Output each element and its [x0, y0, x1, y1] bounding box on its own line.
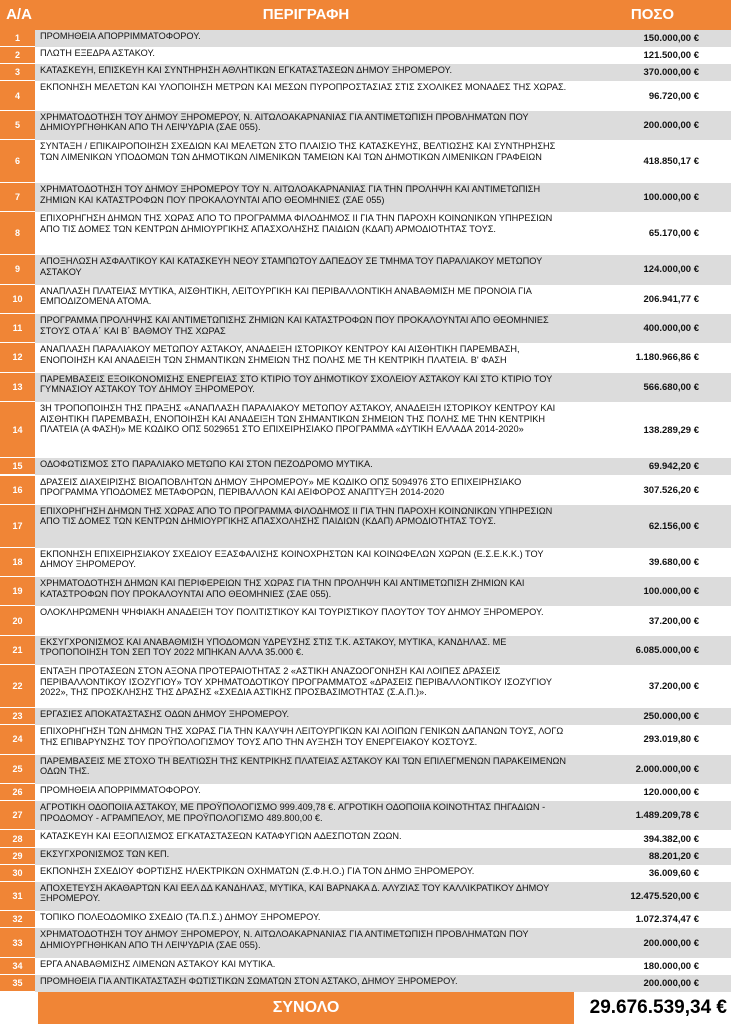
row-amount: 566.680,00 €	[643, 381, 699, 393]
table-row	[0, 882, 731, 911]
row-amount: 400.000,00 €	[643, 323, 699, 335]
row-number: 9	[0, 255, 35, 284]
row-number: 8	[0, 212, 35, 255]
row-description: ΧΡΗΜΑΤΟΔΟΤΗΣΗ ΤΟΥ ΔΗΜΟΥ ΞΗΡΟΜΕΡΟΥ, Ν. ΑΙΤΩΛΟΑΚΑΡΝΑΝΙΑΣ ΓΙΑ ΑΝΤΙΜΕΤΩΠΙΣΗ ΠΡΟΒΛΗΜΑΤΩΝ ΠΟΥ ΔΗΜΙΟΥΡΓΗΘΗΚΑΝ ΑΠΟ ΤΗ ΛΕΙΨΥΔΡΙΑ (ΣΑΕ 055).	[40, 111, 529, 133]
table-row	[0, 848, 731, 865]
row-amount: 88.201,20 €	[648, 850, 699, 862]
row-amount: 1.489.209,78 €	[635, 810, 699, 822]
row-amount: 370.000,00 €	[643, 67, 699, 79]
row-description: ΧΡΗΜΑΤΟΔΟΤΗΣΗ ΤΟΥ ΔΗΜΟΥ ΞΗΡΟΜΕΡΟΥ ΤΟΥ Ν. ΑΙΤΩΛΟΑΚΑΡΝΑΝΙΑΣ ΓΙΑ ΤΗΝ ΠΡΟΛΗΨΗ ΚΑΙ ΑΝΤΙΜΕΤΩΠΙΣΗ ΖΗΜΙΩΝ ΚΑΙ ΚΑΤΑΣΤΡΟΦΩΝ ΠΟΥ ΠΡΟΚΑΛΟΥΝΤΑΙ ΑΠΟ ΘΕΟΜΗΝΙΕΣ (ΣΑΕ 055)	[40, 183, 541, 205]
row-description: ΠΡΟΓΡΑΜΜΑ ΠΡΟΛΗΨΗΣ ΚΑΙ ΑΝΤΙΜΕΤΩΠΙΣΗΣ ΖΗΜΙΩΝ ΚΑΙ ΚΑΤΑΣΤΡΟΦΩΝ ΠΟΥ ΠΡΟΚΑΛΟΥΝΤΑΙ ΑΠΟ ΘΕΟΜΗΝΙΕΣ ΣΤΟΥΣ ΟΤΑ Α΄ ΚΑΙ Β΄ ΒΑΘΜΟΥ ΤΗΣ ΧΩΡΑΣ	[40, 314, 549, 336]
row-amount: 120.000,00 €	[643, 786, 699, 798]
row-number: 34	[0, 958, 35, 975]
row-amount: 12.475.520,00 €	[630, 891, 699, 903]
row-description: ΕΠΙΧΟΡΗΓΗΣΗ ΤΩΝ ΔΗΜΩΝ ΤΗΣ ΧΩΡΑΣ ΓΙΑ ΤΗΝ ΚΑΛΥΨΗ ΛΕΙΤΟΥΡΓΙΚΩΝ ΚΑΙ ΛΟΙΠΩΝ ΓΕΝΙΚΩΝ ΔΑΠΑΝΩΝ ΤΟΥΣ, ΛΟΓΩ ΤΗΣ ΕΠΙΒΑΡΥΝΣΗΣ ΤΟΥ ΠΡΟΫΠΟΛΟΓΙΣΜΟΥ ΤΟΥΣ ΑΠΟ ΤΗΝ ΑΥΞΗΣΗ ΤΟΥ ΕΝΕΡΓΕΙΑΚΟΥ ΚΟΣΤΟΥΣ.	[40, 726, 564, 747]
row-description: ΔΡΑΣΕΙΣ ΔΙΑΧΕΙΡΙΣΗΣ ΒΙΟΑΠΟΒΛΗΤΩΝ ΔΗΜΟΥ ΞΗΡΟΜΕΡΟΥ» ΜΕ ΚΩΔΙΚΟ ΟΠΣ 5094976 ΣΤΟ ΕΠΙΧΕΙΡΗΣΙΑΚΟ ΠΡΟΓΡΑΜΜΑ ΥΠΟΔΟΜΕΣ ΜΕΤΑΦΟΡΩΝ, ΠΕΡΙΒΑΛΛΟΝ ΚΑΙ ΑΕΙΦΟΡΟΣ ΑΝΑΠΤΥΞΗ 2014-2020	[40, 476, 522, 498]
row-number: 16	[0, 476, 35, 505]
row-amount: 307.526,20 €	[643, 484, 699, 496]
row-number: 30	[0, 865, 35, 882]
row-description: ΠΑΡΕΜΒΑΣΕΙΣ ΕΞΟΙΚΟΝΟΜΙΣΗΣ ΕΝΕΡΓΕΙΑΣ ΣΤΟ ΚΤΙΡΙΟ ΤΟΥ ΔΗΜΟΤΙΚΟΥ ΣΧΟΛΕΙΟΥ ΑΣΤΑΚΟΥ ΚΑΙ ΣΤΟ ΚΤΙΡΙΟ ΤΟΥ ΓΥΜΝΑΣΙΟΥ ΑΣΤΑΚΟΥ ΤΟΥ ΔΗΜΟΥ ΞΗΡΟΜΕΡΟΥ.	[40, 373, 553, 395]
table-row	[0, 801, 731, 830]
row-description: ΠΡΟΜΗΘΕΙΑ ΑΠΟΡΡΙΜΜΑΤΟΦΟΡΟΥ.	[40, 784, 201, 795]
row-number: 2	[0, 47, 35, 64]
row-description: ΕΚΣΥΓΧΡΟΝΙΣΜΟΣ ΤΩΝ ΚΕΠ.	[40, 848, 170, 859]
row-amount: 418.850,17 €	[643, 156, 699, 168]
row-amount: 121.500,00 €	[643, 50, 699, 62]
row-description: ΠΡΟΜΗΘΕΙΑ ΓΙΑ ΑΝΤΙΚΑΤΑΣΤΑΣΗ ΦΩΤΙΣΤΙΚΩΝ ΣΩΜΑΤΩΝ ΣΤΟΝ ΑΣΤΑΚΟ, ΔΗΜΟΥ ΞΗΡΟΜΕΡΟΥ.	[40, 975, 458, 986]
row-description: ΤΟΠΙΚΟ ΠΟΛΕΟΔΟΜΙΚΟ ΣΧΕΔΙΟ (ΤΑ.Π.Σ.) ΔΗΜΟΥ ΞΗΡΟΜΕΡΟΥ.	[40, 912, 321, 923]
row-number: 23	[0, 708, 35, 725]
row-number: 33	[0, 928, 35, 957]
row-number: 3	[0, 64, 35, 81]
row-amount: 124.000,00 €	[643, 264, 699, 276]
row-description: ΑΠΟΞΗΛΩΣΗ ΑΣΦΑΛΤΙΚΟΥ ΚΑΙ ΚΑΤΑΣΚΕΥΗ ΝΕΟΥ ΣΤΑΜΠΩΤΟΥ ΔΑΠΕΔΟΥ ΣΕ ΤΜΗΜΑ ΤΟΥ ΠΑΡΑΛΙΑΚΟΥ ΜΕΤΩΠΟΥ ΑΣΤΑΚΟΥ	[40, 256, 543, 277]
row-description: ΕΚΠΟΝΗΣΗ ΣΧΕΔΙΟΥ ΦΟΡΤΙΣΗΣ ΗΛΕΚΤΡΙΚΩΝ ΟΧΗΜΑΤΩΝ (Σ.Φ.Η.Ο.) ΓΙΑ ΤΟΝ ΔΗΜΟ ΞΗΡΟΜΕΡΟΥ.	[40, 865, 475, 876]
table-row	[0, 636, 731, 665]
row-description: ΕΡΓΑ ΑΝΑΒΑΘΜΙΣΗΣ ΛΙΜΕΝΩΝ ΑΣΤΑΚΟΥ ΚΑΙ ΜΥΤΙΚΑ.	[40, 958, 276, 969]
row-description: ΟΛΟΚΛΗΡΩΜΕΝΗ ΨΗΦΙΑΚΗ ΑΝΑΔΕΙΞΗ ΤΟΥ ΠΟΛΙΤΙΣΤΙΚΟΥ ΚΑΙ ΤΟΥΡΙΣΤΙΚΟΥ ΠΛΟΥΤΟΥ ΤΟΥ ΔΗΜΟΥ ΞΗΡΟΜΕΡΟΥ.	[40, 607, 544, 618]
row-number: 29	[0, 848, 35, 865]
table-row	[0, 708, 731, 725]
row-description: ΣΥΝΤΑΞΗ / ΕΠΙΚΑΙΡΟΠΟΙΗΣΗ ΣΧΕΔΙΩΝ ΚΑΙ ΜΕΛΕΤΩΝ ΣΤΟ ΠΛΑΙΣΙΟ ΤΗΣ ΚΑΤΑΣΚΕΥΗΣ, ΒΕΛΤΙΩΣΗΣ ΚΑΙ ΣΥΝΤΗΡΗΣΗΣ ΤΩΝ ΛΙΜΕΝΙΚΩΝ ΥΠΟΔΟΜΩΝ ΤΩΝ ΔΗΜΟΤΙΚΩΝ ΛΙΜΕΝΙΚΩΝ ΤΑΜΕΙΩΝ ΚΑΙ ΤΩΝ ΔΗΜΟΤΙΚΩΝ ΛΙΜΕΝΙΚΩΝ ΓΡΑΦΕΙΩΝ	[40, 141, 556, 162]
table-row	[0, 784, 731, 801]
table-row	[0, 285, 731, 314]
table-row	[0, 958, 731, 975]
table-row	[0, 458, 731, 475]
row-number: 20	[0, 606, 35, 635]
row-description: ΕΝΤΑΞΗ ΠΡΟΤΑΣΕΩΝ ΣΤΟΝ ΑΞΟΝΑ ΠΡΟΤΕΡΑΙΟΤΗΤΑΣ 2 «ΑΣΤΙΚΗ ΑΝΑΖΩΟΓΟΝΗΣΗ ΚΑΙ ΛΟΙΠΕΣ ΔΡΑΣΕΙΣ ΠΕΡΙΒΑΛΛΟΝΤΙΚΟΥ ΙΣΟΖΥΓΙΟΥ» ΤΟΥ ΧΡΗΜΑΤΟΔΟΤΙΚΟΥ ΠΡΟΓΡΑΜΜΑΤΟΣ «ΔΡΑΣΕΙΣ ΠΕΡΙΒΑΛΛΟΝΤΙΚΟΥ ΙΣΟΖΥΓΙΟΥ 2022», ΤΗΣ ΠΡΟΣΚΛΗΣΗΣ ΤΗΣ ΔΡΑΣΗΣ «ΣΧΕΔΙΑ ΑΣΤΙΚΗΣ ΠΡΟΣΒΑΣΙΜΟΤΗΤΑΣ (Σ.Α.Π.)».	[40, 666, 552, 698]
row-description: ΕΚΠΟΝΗΣΗ ΜΕΛΕΤΩΝ ΚΑΙ ΥΛΟΠΟΙΗΣΗ ΜΕΤΡΩΝ ΚΑΙ ΜΕΣΩΝ ΠΥΡΟΠΡΟΣΤΑΣΙΑΣ ΣΤΙΣ ΣΧΟΛΙΚΕΣ ΜΟΝΑΔΕΣ ΤΗΣ ΧΩΡΑΣ.	[40, 82, 567, 93]
row-amount: 39.680,00 €	[648, 556, 699, 568]
row-description: ΕΚΠΟΝΗΣΗ ΕΠΙΧΕΙΡΗΣΙΑΚΟΥ ΣΧΕΔΙΟΥ ΕΞΑΣΦΑΛΙΣΗΣ ΚΟΙΝΟΧΡΗΣΤΩΝ ΚΑΙ ΚΟΙΝΩΦΕΛΩΝ ΧΩΡΩΝ (Ε.Σ.Ε.Κ.Κ.) ΤΟΥ ΔΗΜΟΥ ΞΗΡΟΜΕΡΟΥ.	[40, 548, 544, 570]
footer-spacer	[0, 992, 38, 1024]
row-amount: 138.289,29 €	[643, 424, 699, 436]
table-row	[0, 548, 731, 577]
total-amount: 29.676.539,34 €	[574, 992, 731, 1024]
row-amount: 65.170,00 €	[648, 228, 699, 240]
row-number: 5	[0, 111, 35, 140]
row-description: ΕΚΣΥΓΧΡΟΝΙΣΜΟΣ ΚΑΙ ΑΝΑΒΑΘΜΙΣΗ ΥΠΟΔΟΜΩΝ ΥΔΡΕΥΣΗΣ ΣΤΙΣ Τ.Κ. ΑΣΤΑΚΟΥ, ΜΥΤΙΚΑ, ΚΑΝΔΗΛΑΣ. ΜΕ ΤΡΟΠΟΠΟΙΗΣΗ ΤΟΝ ΣΕΠ ΤΟΥ 2022 ΜΠΗΚΑΝ ΑΛΛΑ 35.000 €.	[40, 636, 507, 658]
row-amount: 206.941,77 €	[643, 293, 699, 305]
row-number: 6	[0, 140, 35, 183]
row-description: ΟΔΟΦΩΤΙΣΜΟΣ ΣΤΟ ΠΑΡΑΛΙΑΚΟ ΜΕΤΩΠΟ ΚΑΙ ΣΤΟΝ ΠΕΖΟΔΡΟΜΟ ΜΥΤΙΚΑ.	[40, 459, 373, 470]
row-amount: 100.000,00 €	[643, 586, 699, 598]
row-description: ΑΝΑΠΛΑΣΗ ΠΑΡΑΛΙΑΚΟΥ ΜΕΤΩΠΟΥ ΑΣΤΑΚΟΥ, ΑΝΑΔΕΙΞΗ ΙΣΤΟΡΙΚΟΥ ΚΕΝΤΡΟΥ ΚΑΙ ΑΙΣΘΗΤΙΚΗ ΠΑΡΕΜΒΑΣΗ, ΕΝΟΠΟΙΗΣΗ ΚΑΙ ΑΝΑΔΕΙΞΗ ΤΩΝ ΣΗΜΑΝΤΙΚΩΝ ΣΗΜΕΙΩΝ ΤΗΣ ΠΟΛΗΣ ΜΕ ΤΗ ΚΕΝΤΡΙΚΗ ΠΛΑΤΕΙΑ. Β' ΦΑΣΗ	[40, 344, 520, 365]
row-amount: 394.382,00 €	[643, 833, 699, 845]
row-amount: 96.720,00 €	[648, 90, 699, 102]
row-amount: 6.085.000,00 €	[635, 645, 699, 656]
row-amount: 293.019,80 €	[643, 734, 699, 746]
row-number: 31	[0, 882, 35, 911]
row-amount: 200.000,00 €	[643, 119, 699, 131]
table-row	[0, 505, 731, 548]
table-row	[0, 577, 731, 606]
row-description: ΑΓΡΟΤΙΚΗ ΟΔΟΠΟΙΙΑ ΑΣΤΑΚΟΥ, ΜΕ ΠΡΟΫΠΟΛΟΓΙΣΜΟ 999.409,78 €. ΑΓΡΟΤΙΚΗ ΟΔΟΠΟΙΙΑ ΚΟΙΝΟΤΗΤΑΣ ΠΗΓΑΔΙΩΝ - ΠΡΟΔΟΜΟΥ - ΑΓΡΑΜΠΕΛΟΥ, ΜΕ ΠΡΟΫΠΟΛΟΓΙΣΜΟ 489.800,00 €.	[40, 802, 546, 823]
table-row	[0, 212, 731, 255]
table-row	[0, 865, 731, 882]
row-amount: 1.072.374,47 €	[635, 914, 699, 926]
total-label: ΣΥΝΟΛΟ	[38, 992, 574, 1024]
row-number: 25	[0, 755, 35, 784]
row-amount: 36.009,60 €	[648, 867, 699, 879]
table-footer	[0, 992, 731, 1024]
table-row	[0, 343, 731, 372]
row-number: 19	[0, 577, 35, 606]
row-number: 15	[0, 458, 35, 475]
row-number: 22	[0, 665, 35, 708]
row-number: 18	[0, 548, 35, 577]
row-description: ΧΡΗΜΑΤΟΔΟΤΗΣΗ ΤΟΥ ΔΗΜΟΥ ΞΗΡΟΜΕΡΟΥ, Ν. ΑΙΤΩΛΟΑΚΑΡΝΑΝΙΑΣ ΓΙΑ ΑΝΤΙΜΕΤΩΠΙΣΗ ΠΡΟΒΛΗΜΑΤΩΝ ΠΟΥ ΔΗΜΙΟΥΡΓΗΘΗΚΑΝ ΑΠΟ ΤΗ ΛΕΙΨΥΔΡΙΑ (ΣΑΕ 055).	[40, 929, 529, 950]
table-row	[0, 725, 731, 754]
row-amount: 2.000.000,00 €	[635, 763, 699, 775]
column-header-amount: ΠΟΣΟ	[630, 6, 675, 23]
row-number: 17	[0, 505, 35, 548]
table-row	[0, 373, 731, 402]
table-row	[0, 183, 731, 212]
row-number: 11	[0, 314, 35, 343]
table-row	[0, 64, 731, 81]
column-header-aa: Α/Α	[6, 6, 32, 23]
row-number: 12	[0, 343, 35, 372]
table-row	[0, 830, 731, 847]
row-description: ΚΑΤΑΣΚΕΥΗ, ΕΠΙΣΚΕΥΗ ΚΑΙ ΣΥΝΤΗΡΗΣΗ ΑΘΛΗΤΙΚΩΝ ΕΓΚΑΤΑΣΤΑΣΕΩΝ ΔΗΜΟΥ ΞΗΡΟΜΕΡΟΥ.	[40, 65, 453, 76]
table-row	[0, 665, 731, 708]
row-number: 24	[0, 725, 35, 754]
row-number: 28	[0, 830, 35, 847]
row-number: 21	[0, 636, 35, 665]
row-number: 26	[0, 784, 35, 801]
row-description: ΕΠΙΧΟΡΗΓΗΣΗ ΔΗΜΩΝ ΤΗΣ ΧΩΡΑΣ ΑΠΟ ΤΟ ΠΡΟΓΡΑΜΜΑ ΦΙΛΟΔΗΜΟΣ ΙΙ ΓΙΑ ΤΗΝ ΠΑΡΟΧΗ ΚΟΙΝΩΝΙΚΩΝ ΥΠΗΡΕΣΙΩΝ ΑΠΟ ΤΙΣ ΔΟΜΕΣ ΤΩΝ ΚΕΝΤΡΩΝ ΔΗΜΙΟΥΡΓΙΚΗΣ ΑΠΑΣΧΟΛΗΣΗΣ ΠΑΙΔΙΩΝ (ΚΔΑΠ) ΑΡΜΟΔΙΟΤΗΤΑΣ ΤΟΥΣ.	[40, 213, 553, 234]
table-row	[0, 140, 731, 183]
row-amount: 200.000,00 €	[643, 937, 699, 949]
row-amount: 180.000,00 €	[643, 960, 699, 972]
table-row	[0, 606, 731, 635]
row-amount: 62.156,00 €	[648, 520, 699, 532]
table-row	[0, 30, 731, 47]
row-amount: 150.000,00 €	[643, 33, 699, 45]
row-description: ΚΑΤΑΣΚΕΥΗ ΚΑΙ ΕΞΟΠΛΙΣΜΟΣ ΕΓΚΑΤΑΣΤΑΣΕΩΝ ΚΑΤΑΦΥΓΙΩΝ ΑΔΕΣΠΟΤΩΝ ΖΩΩΝ.	[40, 831, 402, 842]
row-number: 1	[0, 30, 35, 47]
row-amount: 200.000,00 €	[643, 977, 699, 989]
table-row	[0, 911, 731, 928]
row-amount: 37.200,00 €	[648, 615, 699, 627]
row-number: 10	[0, 285, 35, 314]
table-row	[0, 314, 731, 343]
table-row	[0, 476, 731, 505]
table-row	[0, 47, 731, 64]
row-description: ΠΡΟΜΗΘΕΙΑ ΑΠΟΡΡΙΜΜΑΤΟΦΟΡΟΥ.	[40, 31, 201, 41]
row-description: ΠΛΩΤΗ ΕΞΕΔΡΑ ΑΣΤΑΚΟΥ.	[40, 48, 155, 59]
table-row	[0, 255, 731, 284]
row-number: 14	[0, 402, 35, 458]
row-number: 32	[0, 911, 35, 928]
table-row	[0, 755, 731, 784]
row-number: 35	[0, 975, 35, 992]
row-description: ΧΡΗΜΑΤΟΔΟΤΗΣΗ ΔΗΜΩΝ ΚΑΙ ΠΕΡΙΦΕΡΕΙΩΝ ΤΗΣ ΧΩΡΑΣ ΓΙΑ ΤΗΝ ΠΡΟΛΗΨΗ ΚΑΙ ΑΝΤΙΜΕΤΩΠΙΣΗ ΖΗΜΙΩΝ ΚΑΙ ΚΑΤΑΣΤΡΟΦΩΝ ΠΟΥ ΠΡΟΚΑΛΟΥΝΤΑΙ ΑΠΟ ΘΕΟΜΗΝΙΕΣ (ΣΑΕ 055).	[40, 578, 525, 599]
row-description: ΑΝΑΠΛΑΣΗ ΠΛΑΤΕΙΑΣ ΜΥΤΙΚΑ, ΑΙΣΘΗΤΙΚΗ, ΛΕΙΤΟΥΡΓΙΚΗ ΚΑΙ ΠΕΡΙΒΑΛΛΟΝΤΙΚΗ ΑΝΑΒΑΘΜΙΣΗ ΜΕ ΠΡΟΝΟΙΑ ΓΙΑ ΕΜΠΟΔΙΖΟΜΕΝΑ ΑΤΟΜΑ.	[40, 285, 532, 307]
row-number: 27	[0, 801, 35, 830]
row-amount: 69.942,20 €	[648, 461, 699, 473]
row-number: 4	[0, 81, 35, 110]
row-description: ΕΠΙΧΟΡΗΓΗΣΗ ΔΗΜΩΝ ΤΗΣ ΧΩΡΑΣ ΑΠΟ ΤΟ ΠΡΟΓΡΑΜΜΑ ΦΙΛΟΔΗΜΟΣ ΙΙ ΓΙΑ ΤΗΝ ΠΑΡΟΧΗ ΚΟΙΝΩΝΙΚΩΝ ΥΠΗΡΕΣΙΩΝ ΑΠΟ ΤΙΣ ΔΟΜΕΣ ΤΩΝ ΚΕΝΤΡΩΝ ΔΗΜΙΟΥΡΓΙΚΗΣ ΑΠΑΣΧΟΛΗΣΗΣ ΠΑΙΔΙΩΝ (ΚΔΑΠ) ΑΡΜΟΔΙΟΤΗΤΑΣ ΤΟΥΣ.	[40, 505, 553, 527]
row-description: 3Η ΤΡΟΠΟΠΟΙΗΣΗ ΤΗΣ ΠΡΑΞΗΣ «ΑΝΑΠΛΑΣΗ ΠΑΡΑΛΙΑΚΟΥ ΜΕΤΩΠΟΥ ΑΣΤΑΚΟΥ, ΑΝΑΔΕΙΞΗ ΙΣΤΟΡΙΚΟΥ ΚΕΝΤΡΟΥ ΚΑΙ ΑΙΣΘΗΤΙΚΗ ΠΑΡΕΜΒΑΣΗ, ΕΝΟΠΟΙΗΣΗ ΚΑΙ ΑΝΑΔΕΙΞΗ ΤΩΝ ΣΗΜΑΝΤΙΚΩΝ ΣΗΜΕΙΩΝ ΤΗΣ ΠΟΛΗΣ ΜΕ ΤΗΝ ΚΕΝΤΡΙΚΗ ΠΛΑΤΕΙΑ (Α ΦΑΣΗ)» ΜΕ ΚΩΔΙΚΟ ΟΠΣ 5029651 ΣΤΟ ΕΠΙΧΕΙΡΗΣΙΑΚΟ ΠΡΟΓΡΑΜΜΑ «ΔΥΤΙΚΗ ΕΛΛΑΔΑ 2014-2020»	[40, 403, 556, 435]
table-header	[0, 0, 731, 30]
table-row	[0, 111, 731, 140]
row-amount: 37.200,00 €	[648, 681, 699, 693]
table-row	[0, 402, 731, 458]
row-description: ΕΡΓΑΣΙΕΣ ΑΠΟΚΑΤΑΣΤΑΣΗΣ ΟΔΩΝ ΔΗΜΟΥ ΞΗΡΟΜΕΡΟΥ.	[40, 709, 290, 720]
row-amount: 250.000,00 €	[643, 711, 699, 723]
table-row	[0, 928, 731, 957]
row-description: ΠΑΡΕΜΒΑΣΕΙΣ ΜΕ ΣΤΟΧΟ ΤΗ ΒΕΛΤΙΩΣΗ ΤΗΣ ΚΕΝΤΡΙΚΗΣ ΠΛΑΤΕΙΑΣ ΑΣΤΑΚΟΥ ΚΑΙ ΤΩΝ ΕΠΙΛΕΓΜΕΝΩΝ ΠΑΡΑΚΕΙΜΕΝΩΝ ΟΔΩΝ ΤΗΣ.	[40, 755, 566, 777]
table-row	[0, 975, 731, 992]
row-amount: 1.180.966,86 €	[635, 352, 699, 364]
row-amount: 100.000,00 €	[643, 192, 699, 204]
row-number: 13	[0, 373, 35, 402]
row-description: ΑΠΟΧΕΤΕΥΣΗ ΑΚΑΘΑΡΤΩΝ ΚΑΙ ΕΕΛ ΔΔ ΚΑΝΔΗΛΑΣ, ΜΥΤΙΚΑ, ΚΑΙ ΒΑΡΝΑΚΑ Δ. ΑΛΥΖΙΑΣ ΤΟΥ ΚΑΛΛΙΚΡΑΤΙΚΟΥ ΔΗΜΟΥ ΞΗΡΟΜΕΡΟΥ.	[40, 882, 550, 904]
column-header-description: ΠΕΡΙΓΡΑΦΗ	[262, 6, 350, 23]
row-number: 7	[0, 183, 35, 212]
table-row	[0, 81, 731, 110]
